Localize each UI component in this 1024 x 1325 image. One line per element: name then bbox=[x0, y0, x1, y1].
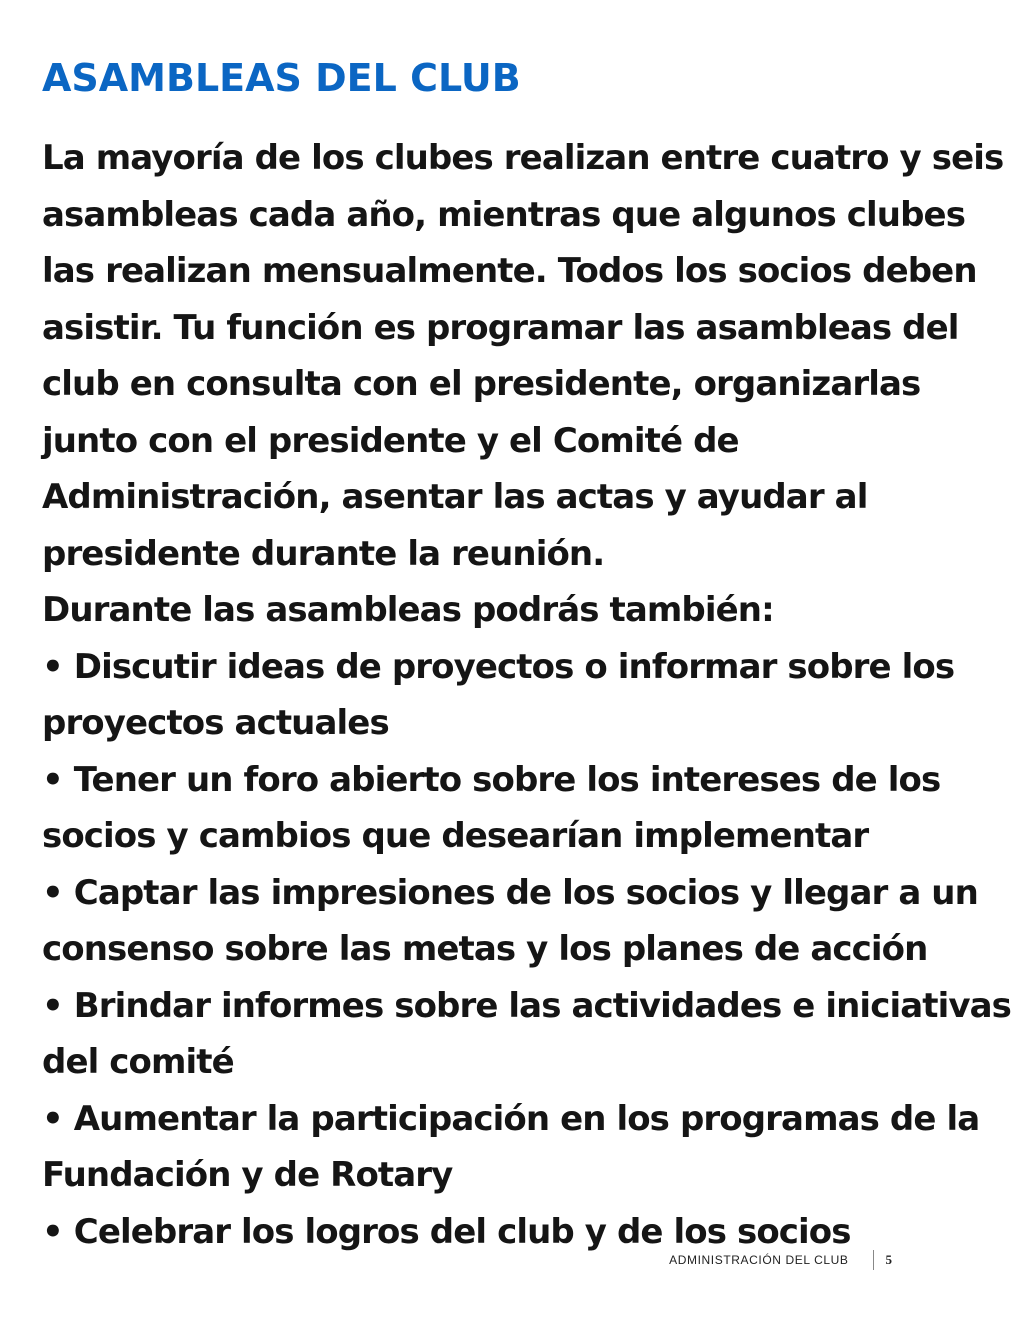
intro-paragraph: La mayoría de los clubes realizan entre cuatro y seis asambleas cada año, mientras que algunos clubes las realizan mensualmente. Todos los socios deben asistir. Tu función es programar las asambleas del club en consulta con el presidente, organizarlas junto con el presidente y el Comité de Administración, asentar las actas y ayudar al presidente durante la reunión. bbox=[42, 138, 1004, 574]
body-content bbox=[42, 130, 1017, 1260]
bullet-list bbox=[42, 639, 1017, 1261]
list-item: • Discutir ideas de proyectos o informar sobre los proyectos actuales bbox=[42, 646, 955, 743]
list-heading: Durante las asambleas podrás también: bbox=[42, 590, 774, 630]
page-title: ASAMBLEAS DEL CLUB bbox=[42, 56, 521, 100]
list-item: • Tener un foro abierto sobre los intereses de los socios y cambios que desearían implementar bbox=[42, 759, 941, 856]
list-item: • Aumentar la participación en los programas de la Fundación y de Rotary bbox=[42, 1098, 980, 1195]
list-item: • Brindar informes sobre las actividades e iniciativas del comité bbox=[42, 985, 1011, 1082]
list-item: • Captar las impresiones de los socios y llegar a un consenso sobre las metas y los planes de acción bbox=[42, 872, 978, 969]
footer-section-label: ADMINISTRACIÓN DEL CLUB bbox=[669, 1253, 849, 1267]
page-footer bbox=[669, 1250, 892, 1270]
page-number: 5 bbox=[885, 1252, 892, 1267]
list-item: • Celebrar los logros del club y de los socios bbox=[42, 1211, 851, 1252]
footer-divider bbox=[873, 1250, 874, 1270]
